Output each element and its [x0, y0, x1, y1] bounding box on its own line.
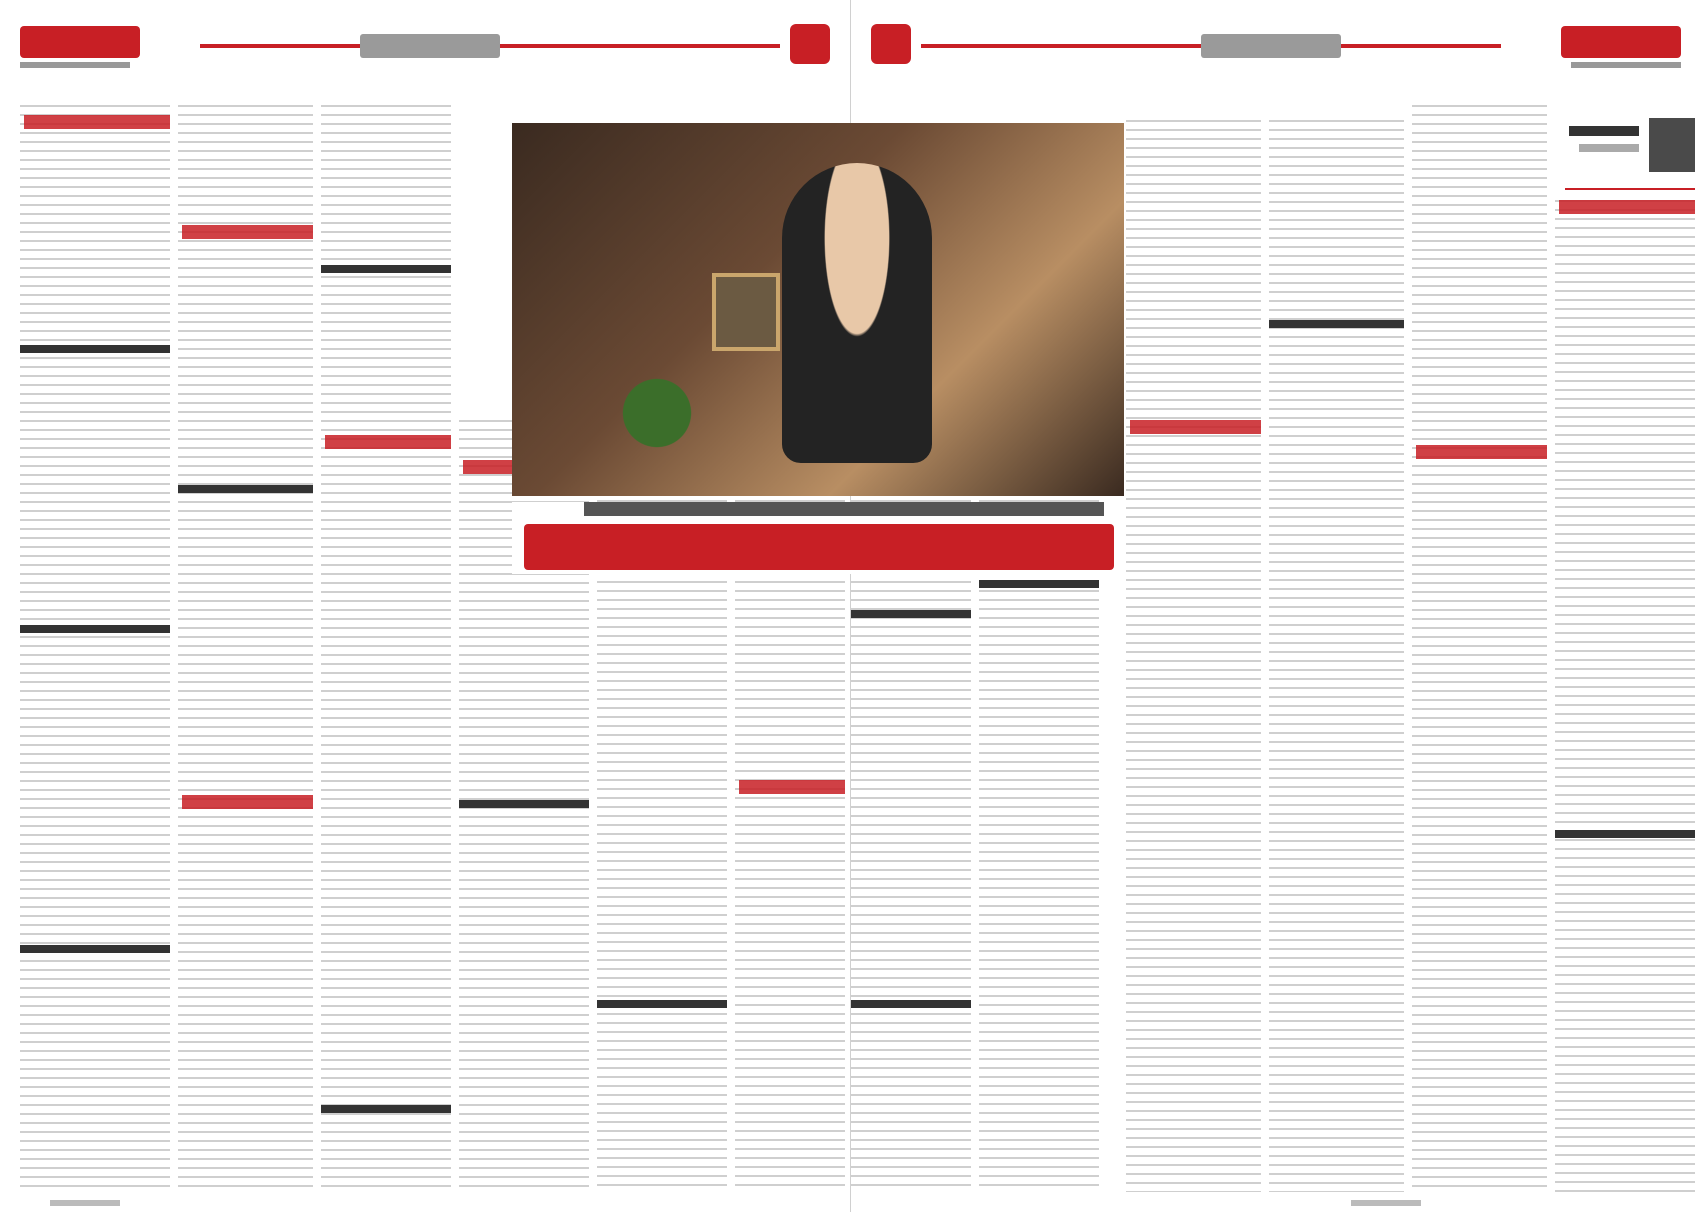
column-4: [1269, 120, 1404, 1192]
column-2: [178, 105, 313, 1192]
subheading: [20, 625, 170, 633]
headline-title: [524, 524, 1114, 570]
page-footer: [1351, 1200, 1421, 1206]
newspaper-logo: [20, 20, 190, 75]
logo-mark: [1561, 26, 1681, 58]
author-name: [1569, 126, 1639, 136]
body-text: [851, 500, 971, 1192]
logo-mark: [20, 26, 140, 58]
subheading: [597, 1000, 727, 1008]
subheading: [20, 345, 170, 353]
section-bar: [921, 34, 1501, 58]
interview-photo: [512, 123, 1124, 496]
headline-kicker: [584, 502, 1104, 516]
highlight-text: [1416, 445, 1547, 459]
body-text: [1269, 120, 1404, 1192]
page-number: [871, 24, 911, 64]
page-number: [790, 24, 830, 64]
subheading: [851, 1000, 971, 1008]
site-url: [1571, 62, 1681, 68]
highlight-text: [24, 115, 170, 129]
column-1: [851, 500, 971, 1192]
subheading: [851, 610, 971, 618]
body-text: [1126, 120, 1261, 1192]
highlight-text: [1559, 200, 1695, 214]
body-text: [1555, 200, 1695, 1192]
site-url: [20, 62, 130, 68]
subheading: [178, 485, 313, 493]
page-footer: [50, 1200, 120, 1206]
highlight-text: [182, 225, 313, 239]
subheading: [321, 1105, 451, 1113]
subheading: [1555, 830, 1695, 838]
highlight-text: [325, 435, 451, 449]
section-title: [1201, 34, 1341, 58]
column-6: [1555, 200, 1695, 1192]
highlight-text: [1130, 420, 1261, 434]
body-text: [735, 500, 845, 1192]
subheading: [20, 945, 170, 953]
plant-shape: [612, 353, 702, 473]
subheading: [321, 265, 451, 273]
body-text: [20, 105, 170, 1192]
subheading: [979, 580, 1099, 588]
column-5: [597, 500, 727, 1192]
body-text: [178, 105, 313, 1192]
picture-frame: [712, 273, 780, 351]
column-1: [20, 105, 170, 1192]
column-2: [979, 500, 1099, 1192]
interviewee-figure: [782, 163, 932, 463]
main-headline: [512, 502, 1124, 574]
section-title: [360, 34, 500, 58]
column-5: [1412, 105, 1547, 1192]
newspaper-logo: [1521, 20, 1691, 75]
section-bar: [200, 34, 780, 58]
body-text: [597, 500, 727, 1192]
masthead-right: [851, 20, 1700, 75]
body-text: [1412, 105, 1547, 1192]
body-text: [979, 500, 1099, 1192]
author-role: [1579, 144, 1639, 152]
subheading: [1269, 320, 1404, 328]
column-6: [735, 500, 845, 1192]
author-photo: [1649, 118, 1695, 172]
masthead-left: [0, 20, 850, 75]
author-box: [1565, 118, 1695, 190]
column-3: [1126, 120, 1261, 1192]
highlight-text: [182, 795, 313, 809]
column-3: [321, 105, 451, 1192]
subheading: [459, 800, 589, 808]
highlight-text: [739, 780, 845, 794]
